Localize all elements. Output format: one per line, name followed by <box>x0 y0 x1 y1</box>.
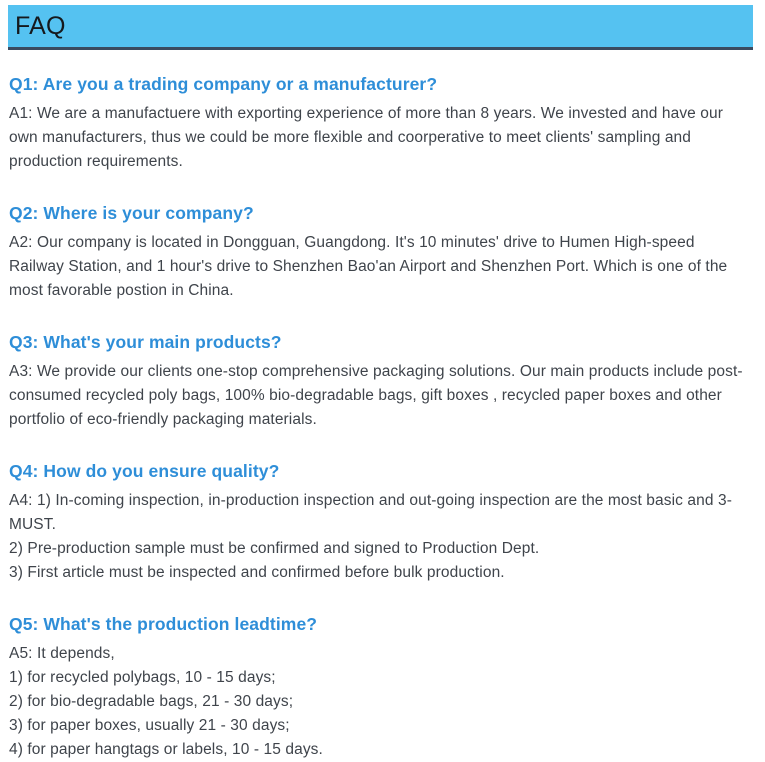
faq-question: Q2: Where is your company? <box>9 203 254 223</box>
faq-section-header <box>8 5 753 50</box>
faq-list <box>8 73 753 762</box>
faq-answer <box>9 642 753 762</box>
faq-answer-line: A5: It depends, <box>9 645 115 662</box>
faq-answer <box>9 360 753 432</box>
faq-answer <box>9 102 753 174</box>
faq-section-title: FAQ <box>15 11 66 40</box>
faq-question: Q1: Are you a trading company or a manufacturer? <box>9 74 438 94</box>
faq-item <box>9 460 753 585</box>
faq-question: Q3: What's your main products? <box>9 332 282 352</box>
faq-answer-line: A4: 1) In-coming inspection, in-production inspection and out-going inspection are the most basic and 3-MUST. <box>9 492 732 533</box>
faq-item <box>9 73 753 174</box>
faq-answer <box>9 231 753 303</box>
faq-answer-line: A1: We are a manufactuere with exporting experience of more than 8 years. We invested and have our own manufacturers, thus we could be more flexible and coorperative to meet clients' sampling and production requirements. <box>9 105 724 170</box>
faq-answer-line: 1) for recycled polybags, 10 - 15 days; <box>9 669 276 686</box>
faq-question: Q4: How do you ensure quality? <box>9 461 280 481</box>
faq-item <box>9 202 753 303</box>
faq-question: Q5: What's the production leadtime? <box>9 614 318 634</box>
faq-answer-line: 3) for paper boxes, usually 21 - 30 days; <box>9 717 290 734</box>
faq-answer-line: 3) First article must be inspected and confirmed before bulk production. <box>9 564 505 581</box>
faq-answer-line: 2) Pre-production sample must be confirmed and signed to Production Dept. <box>9 540 540 557</box>
faq-answer-line: 4) for paper hangtags or labels, 10 - 15 days. <box>9 741 323 758</box>
faq-answer-line: A3: We provide our clients one-stop comprehensive packaging solutions. Our main products include post-consumed recycled poly bags, 100% bio-degradable bags, gift boxes , recycled paper boxes and other portfolio of eco-friendly packaging materials. <box>9 363 743 428</box>
faq-item <box>9 613 753 762</box>
faq-answer-line: 2) for bio-degradable bags, 21 - 30 days; <box>9 693 294 710</box>
faq-item <box>9 331 753 432</box>
faq-answer-line: A2: Our company is located in Dongguan, Guangdong. It's 10 minutes' drive to Humen High-speed Railway Station, and 1 hour's drive to Shenzhen Bao'an Airport and Shenzhen Port. Which is one of the most favorable postion in China. <box>9 234 728 299</box>
faq-answer <box>9 489 753 585</box>
